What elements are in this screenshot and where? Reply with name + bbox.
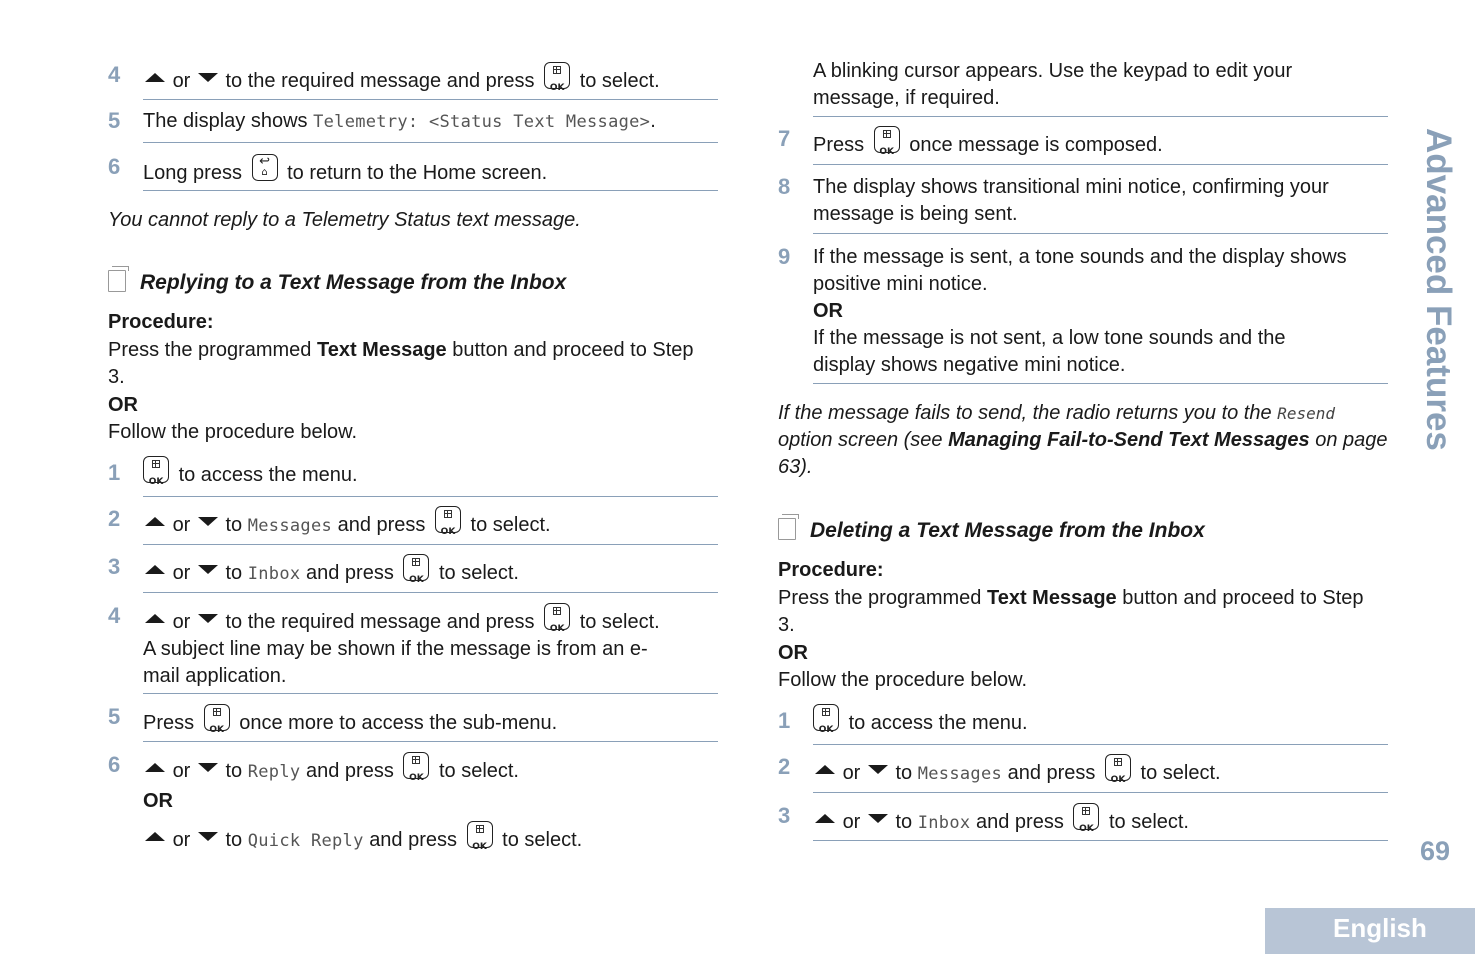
- step-number: 6: [108, 752, 121, 777]
- step-number: 2: [108, 506, 121, 531]
- back-home-key-icon: ↩ ⌂: [252, 154, 278, 181]
- up-arrow-icon: [145, 73, 165, 82]
- up-arrow-icon: [145, 517, 165, 526]
- step-divider: [813, 233, 1388, 234]
- display-text: Telemetry: <Status Text Message>: [313, 112, 651, 132]
- menu-ok-key-icon: OK: [435, 506, 461, 533]
- section-doc-icon: [778, 518, 796, 540]
- step-number: 5: [108, 704, 121, 729]
- up-arrow-icon: [145, 763, 165, 772]
- step-number: 3: [778, 803, 791, 828]
- menu-ok-key-icon: OK: [544, 62, 570, 89]
- step-number: 6: [108, 154, 121, 179]
- step-number: 3: [108, 554, 121, 579]
- down-arrow-icon: [198, 565, 218, 574]
- step-number: 4: [108, 62, 121, 87]
- section-doc-icon: [108, 270, 126, 292]
- step-divider: [143, 99, 718, 100]
- step-divider: [813, 383, 1388, 384]
- step-divider: [813, 840, 1388, 841]
- down-arrow-icon: [198, 763, 218, 772]
- step-number: 2: [778, 754, 791, 779]
- step-number: 8: [778, 174, 791, 199]
- step-number: 4: [108, 603, 121, 628]
- procedure-block: Procedure: Press the programmed Text Message button and proceed to Step 3. OR Follow the procedure below.: [778, 559, 1364, 691]
- step-number: 1: [778, 708, 791, 733]
- fail-to-send-note: If the message fails to send, the radio returns you to the Resend option screen (see Managing Fail-to-Send Text Messages on page 63).: [778, 402, 1388, 478]
- up-arrow-icon: [145, 832, 165, 841]
- step-divider: [143, 693, 718, 694]
- procedure-block: Procedure: Press the programmed Text Message button and proceed to Step 3. OR Follow the procedure below.: [108, 311, 694, 443]
- step-divider: [813, 164, 1388, 165]
- up-arrow-icon: [815, 765, 835, 774]
- down-arrow-icon: [868, 765, 888, 774]
- language-tab: English: [1265, 908, 1475, 954]
- procedure-label: Procedure:: [778, 559, 884, 581]
- menu-ok-key-icon: OK: [403, 554, 429, 581]
- menu-ok-key-icon: OK: [874, 126, 900, 153]
- menu-ok-key-icon: OK: [1105, 754, 1131, 781]
- step-number: 5: [108, 108, 121, 133]
- menu-ok-key-icon: OK: [813, 704, 839, 731]
- menu-ok-key-icon: OK: [467, 821, 493, 848]
- menu-ok-key-icon: OK: [204, 704, 230, 731]
- step-divider: [143, 741, 718, 742]
- down-arrow-icon: [198, 614, 218, 623]
- step-divider: [813, 792, 1388, 793]
- up-arrow-icon: [145, 614, 165, 623]
- down-arrow-icon: [198, 832, 218, 841]
- down-arrow-icon: [198, 517, 218, 526]
- step-divider: [813, 744, 1388, 745]
- page-number: 69: [1420, 836, 1451, 866]
- step-divider: [813, 116, 1388, 117]
- step-divider: [143, 592, 718, 593]
- down-arrow-icon: [868, 814, 888, 823]
- step-divider: [143, 544, 718, 545]
- down-arrow-icon: [198, 73, 218, 82]
- step-number: 7: [778, 126, 791, 151]
- step-divider: [143, 496, 718, 497]
- up-arrow-icon: [815, 814, 835, 823]
- step-number: 9: [778, 244, 791, 269]
- menu-ok-key-icon: OK: [403, 752, 429, 779]
- step-divider: [143, 142, 718, 143]
- cross-reference-link[interactable]: Managing Fail-to-Send Text Messages: [948, 429, 1310, 451]
- menu-ok-key-icon: OK: [143, 456, 169, 483]
- step-number: 1: [108, 460, 121, 485]
- step-divider: [143, 190, 718, 191]
- section-heading-replying: Replying to a Text Message from the Inbox: [108, 270, 566, 295]
- menu-ok-key-icon: OK: [1073, 803, 1099, 830]
- procedure-label: Procedure:: [108, 311, 214, 333]
- continued-step-text: A blinking cursor appears. Use the keypad to edit your message, if required.: [813, 60, 1293, 109]
- telemetry-note: You cannot reply to a Telemetry Status text message.: [108, 209, 581, 231]
- up-arrow-icon: [145, 565, 165, 574]
- section-heading-deleting: Deleting a Text Message from the Inbox: [778, 518, 1205, 543]
- menu-ok-key-icon: OK: [544, 603, 570, 630]
- chapter-side-title: Advanced Features: [1419, 128, 1458, 451]
